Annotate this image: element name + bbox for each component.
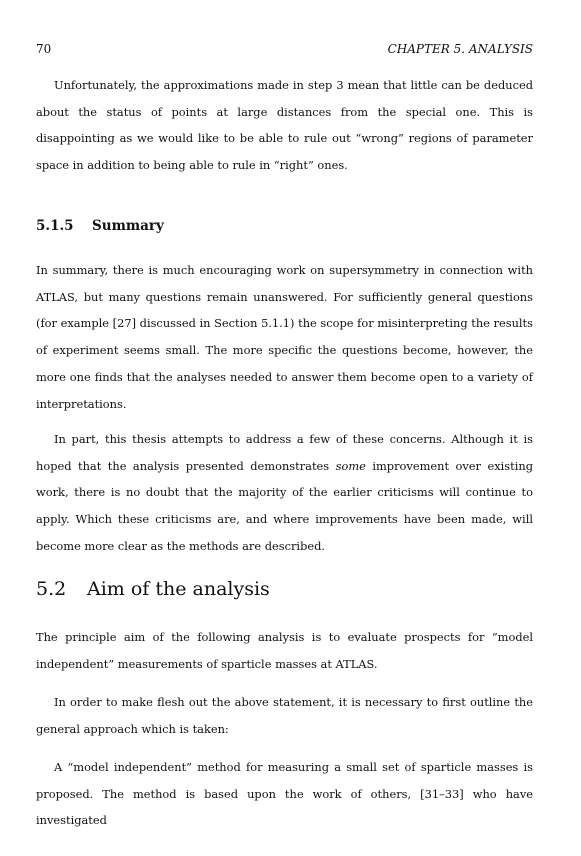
section-heading-aim: [36, 578, 533, 600]
section-title: Aim of the analysis: [87, 578, 270, 600]
paragraph-thesis-concerns: [36, 426, 533, 560]
paragraph-summary: In summary, there is much encouraging work on supersymmetry in connection with ATLAS, but many questions remain unanswered. For sufficiently general questions (for example [27] discussed in Section 5.1.1) the scope for misinterpreting the results of experiment seems small. The more specific the questions become, however, the more one finds that the analyses needed to answer them become open to a variety of interpretations.: [36, 263, 533, 411]
chapter-title: CHAPTER 5. ANALYSIS: [387, 42, 533, 56]
subsection-heading-summary: [36, 218, 533, 234]
paragraph-principle-aim: The principle aim of the following analysis is to evaluate prospects for “model independent” measurements of sparticle masses at ATLAS.: [36, 630, 533, 671]
paragraph-block-3: [36, 426, 533, 560]
paragraph-text: In part, this thesis attempts to address a few of these concerns. Although it is hoped that the analysis presented demonstrates: [36, 432, 533, 473]
paragraph-general-approach: In order to make flesh out the above statement, it is necessary to first outline the general approach which is taken:: [36, 695, 533, 736]
paragraph-block-2: [36, 257, 533, 417]
subsection-number: 5.1.5: [36, 218, 74, 234]
section-number: 5.2: [36, 578, 67, 600]
paragraph-text: improvement over existing work, there is no doubt that the majority of the earlier criticisms will continue to apply. Which these criticisms are, and where improvements have been made, will become more clear as the methods are described.: [36, 458, 533, 553]
emphasis-text: some: [335, 458, 366, 473]
paragraph-block-4: [36, 624, 533, 677]
paragraph-approximations: Unfortunately, the approximations made in step 3 mean that little can be deduced about the status of points at large distances from the special one. This is disappointing as we would like to be able to rule out “wrong” regions of parameter space in addition to being able to rule in “right” ones.: [36, 78, 533, 173]
paragraph-method: A “model independent” method for measuring a small set of sparticle masses is proposed. The method is based upon the work of others, [31–33] who have investigated: [36, 760, 533, 828]
running-header: [36, 42, 533, 56]
paragraph-block-5: [36, 689, 533, 742]
subsection-title: Summary: [92, 218, 164, 234]
page-number: 70: [36, 42, 52, 56]
paragraph-block-1: [36, 72, 533, 179]
paragraph-block-6: [36, 754, 533, 834]
